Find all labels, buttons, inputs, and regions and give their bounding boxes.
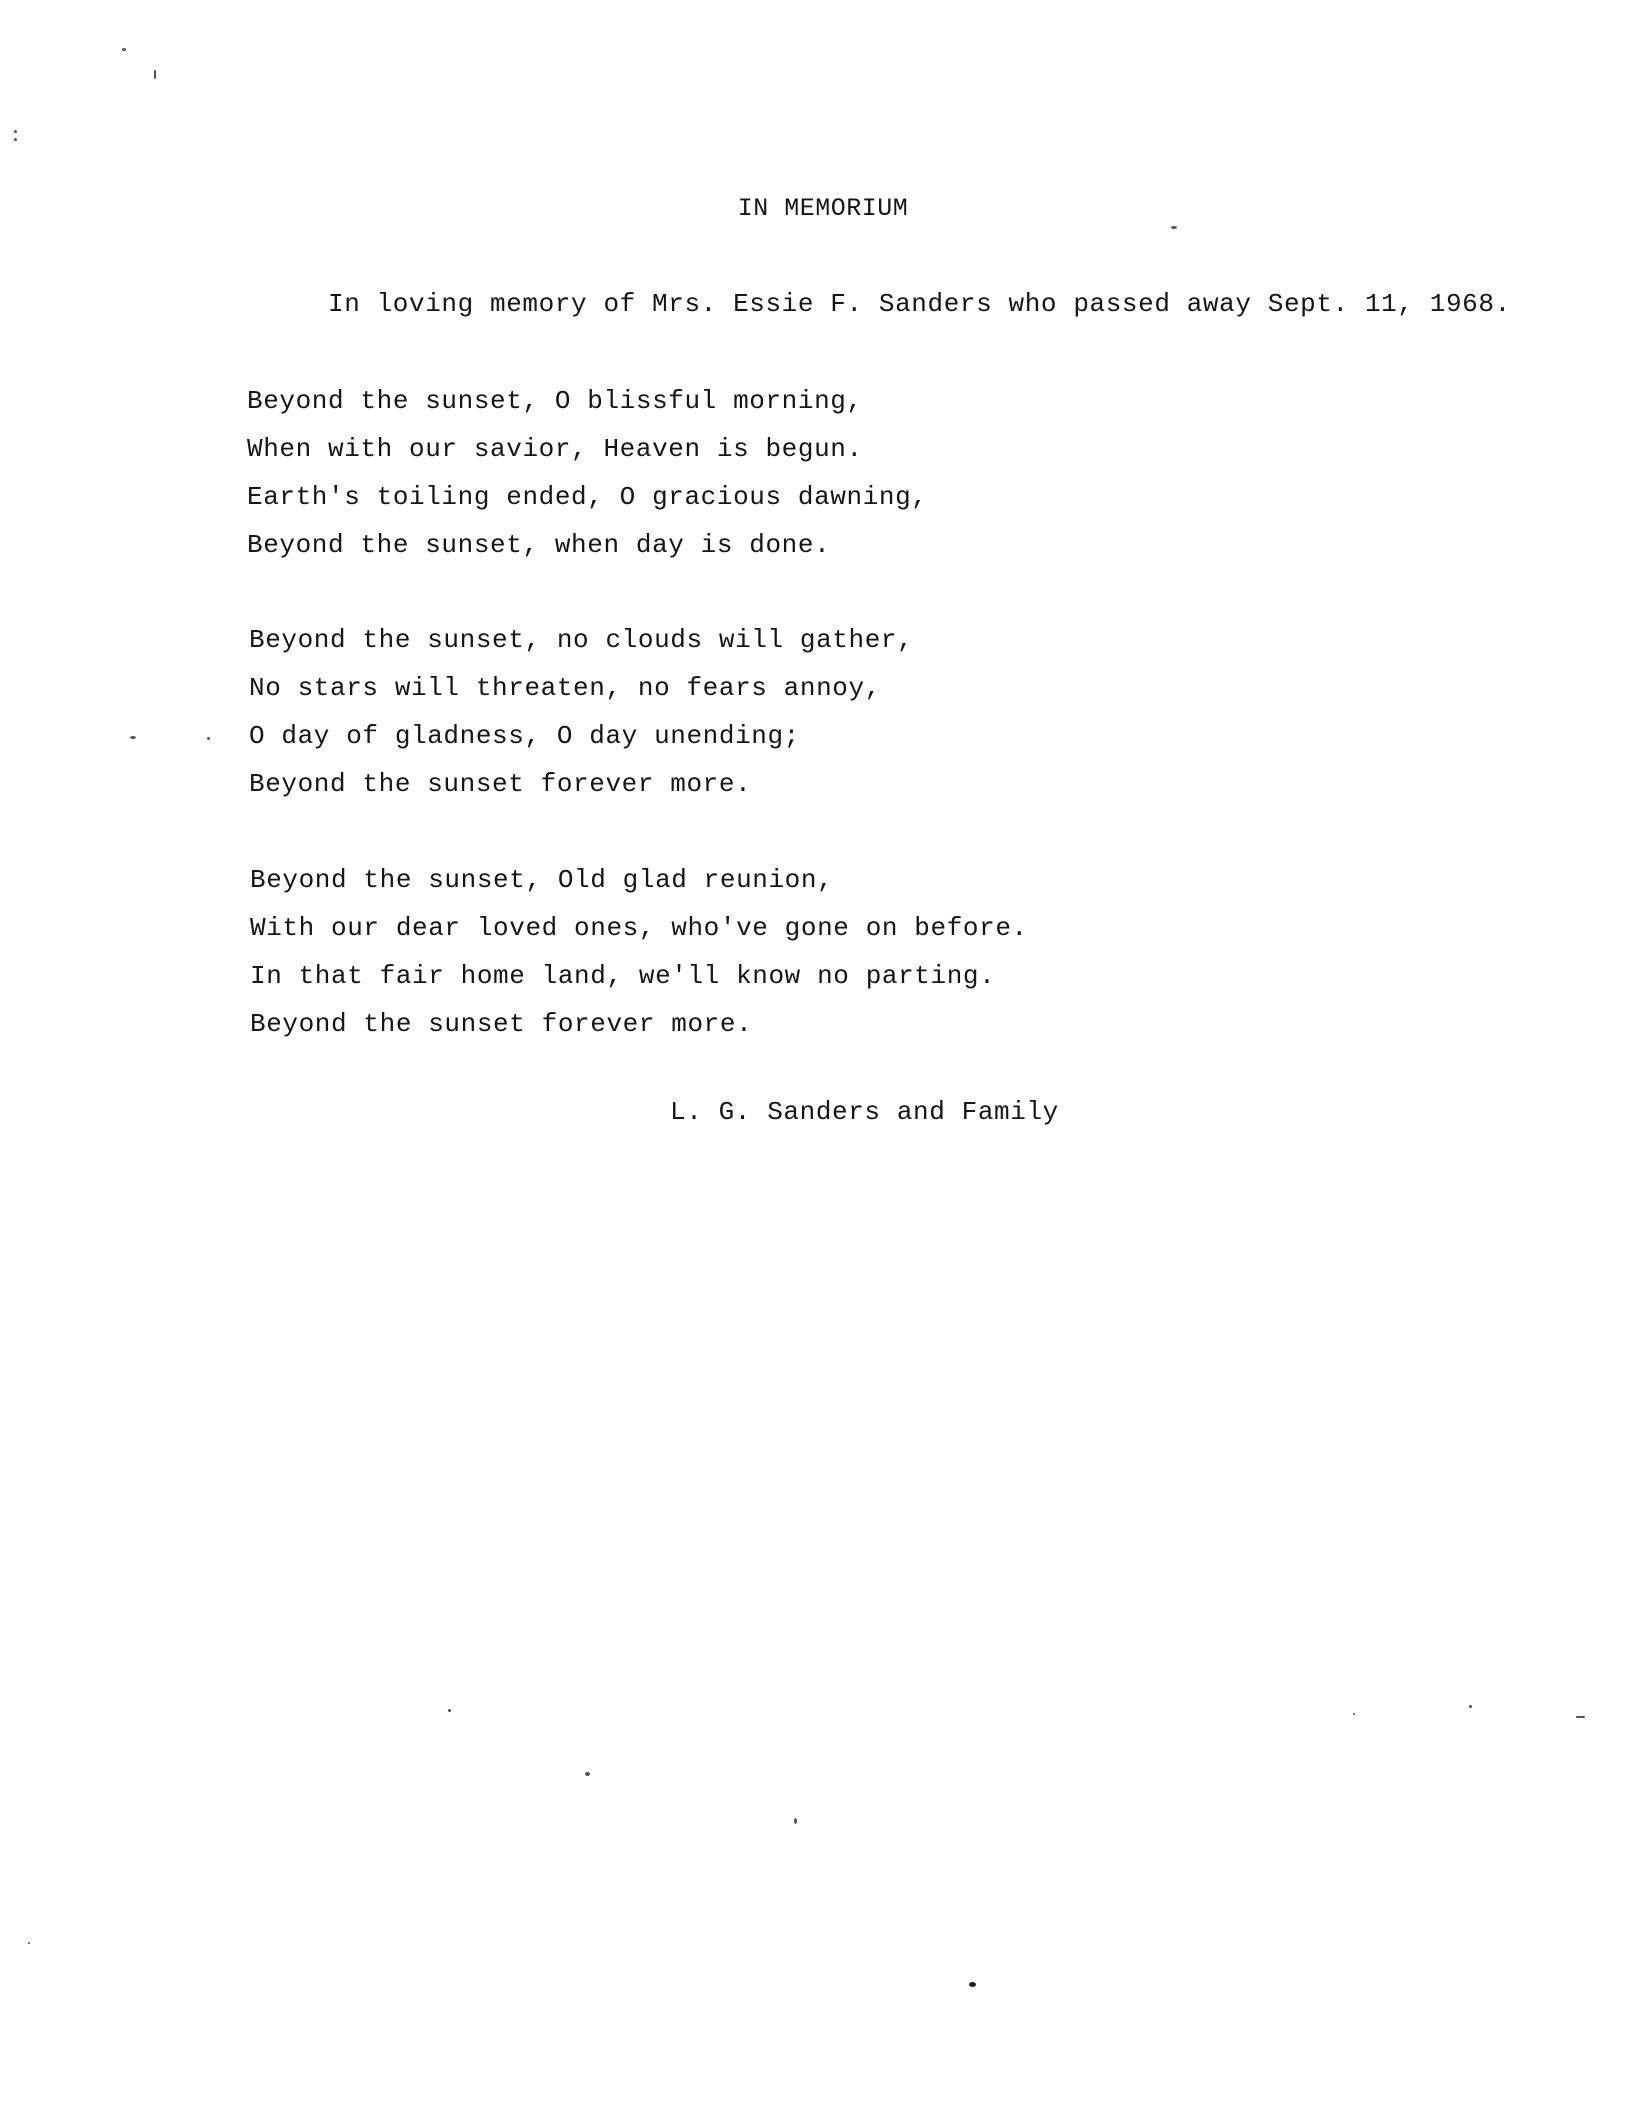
poem-line: With our dear loved ones, who've gone on before.	[250, 913, 1028, 943]
poem-line: Beyond the sunset, Old glad reunion,	[250, 865, 834, 895]
signature-line: L. G. Sanders and Family	[670, 1097, 1059, 1127]
poem-line: No stars will threaten, no fears annoy,	[249, 673, 881, 703]
poem-line: Beyond the sunset, O blissful morning,	[247, 386, 863, 416]
poem-line: Beyond the sunset forever more.	[249, 769, 752, 799]
scan-speck	[1171, 226, 1177, 229]
scan-speck	[1576, 1716, 1585, 1718]
poem-line: Beyond the sunset, when day is done.	[247, 530, 831, 560]
scan-speck	[969, 1982, 976, 1987]
scan-speck	[14, 138, 17, 141]
poem-line: Beyond the sunset, no clouds will gather,	[249, 625, 914, 655]
scan-speck	[1469, 1705, 1472, 1708]
scan-speck	[448, 1709, 451, 1712]
poem-stanza-3	[250, 856, 1028, 1048]
page-title: IN MEMORIUM	[737, 194, 909, 223]
dedication-line: In loving memory of Mrs. Essie F. Sanders who passed away Sept. 11, 1968.	[328, 289, 1511, 319]
scan-speck	[122, 48, 126, 51]
poem-stanza-1	[247, 377, 928, 569]
scan-speck	[794, 1818, 797, 1824]
poem-line: O day of gladness, O day unending;	[249, 721, 800, 751]
scan-speck	[28, 1942, 30, 1944]
scan-speck	[585, 1772, 590, 1776]
scan-speck	[1353, 1713, 1355, 1715]
poem-line: In that fair home land, we'll know no parting.	[250, 961, 996, 991]
scan-speck	[154, 70, 156, 79]
poem-line: Earth's toiling ended, O gracious dawning,	[247, 482, 928, 512]
poem-line: When with our savior, Heaven is begun.	[247, 434, 863, 464]
scan-speck	[130, 736, 136, 739]
poem-stanza-2	[249, 616, 913, 808]
scan-speck	[14, 130, 17, 133]
poem-line: Beyond the sunset forever more.	[250, 1009, 753, 1039]
scan-speck	[207, 737, 210, 740]
